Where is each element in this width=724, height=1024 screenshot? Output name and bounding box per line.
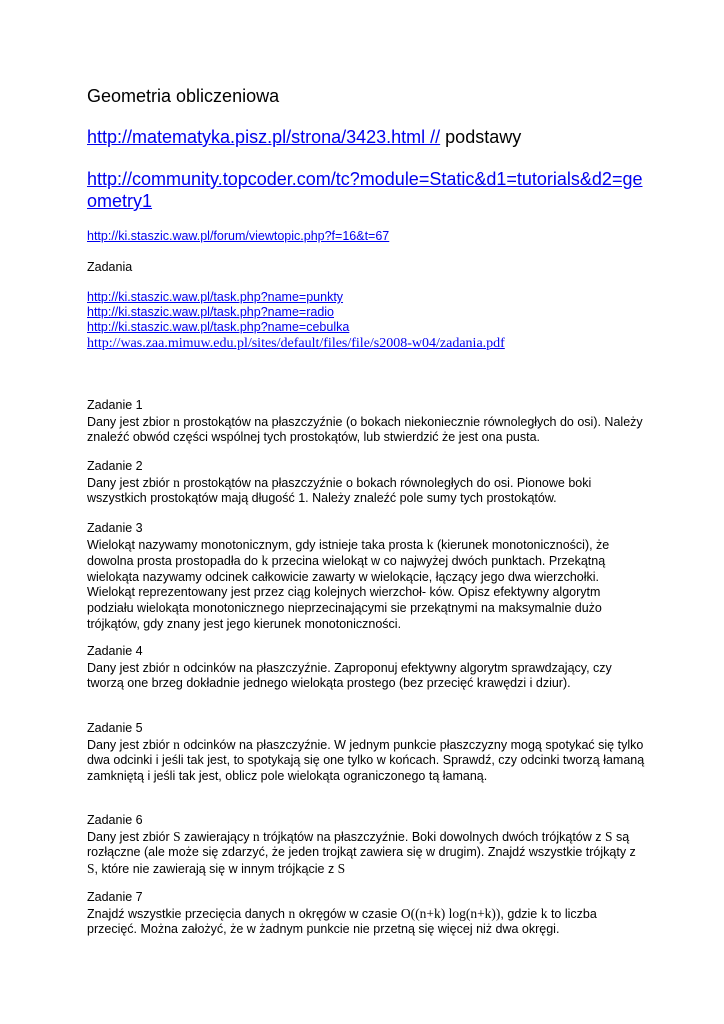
task-link-cebulka[interactable]: http://ki.staszic.waw.pl/task.php?name=cebulka — [87, 320, 350, 334]
podstawy-label: podstawy — [440, 127, 522, 147]
task-heading: Zadanie 7 — [87, 890, 143, 904]
task-5 — [87, 721, 647, 784]
task-text: Dany jest zbiór S zawierający n trójkątów na płaszczyźnie. Boki dowolnych dwóch trójkątów z S są rozłączne (ale może się zdarzyć, że jeden trojkąt zawiera się w drugim). Znajdź wszystkie trójkąty z S, które nie zawierają się w innym trójkącie z S — [87, 828, 636, 876]
task-link-radio[interactable]: http://ki.staszic.waw.pl/task.php?name=radio — [87, 305, 335, 319]
task-links-list — [87, 290, 505, 352]
task-text: Dany jest zbior n prostokątów na płaszczyźnie (o bokach niekoniecznie równoległych do osi). Należy znaleźć obwód części wspólnej tych prostokątów, lub stwierdzić że jest ona pusta. — [87, 413, 643, 445]
task-3 — [87, 521, 647, 632]
document-title: Geometria obliczeniowa — [87, 86, 280, 106]
task-2 — [87, 459, 647, 507]
task-4 — [87, 644, 647, 692]
task-7 — [87, 890, 647, 938]
task-text: Dany jest zbiór n odcinków na płaszczyźnie. W jednym punkcie płaszczyzny mogą spotykać się tylko dwa odcinki i jeśli tak jest, to spotykają się one tylko w końcach. Sprawdź, czy odcinki tworzą łamaną zamkniętą i jeśli tak jest, oblicz pole wielokąta ograniczonego tą łamaną. — [87, 736, 645, 783]
link-line-podstawy — [87, 126, 521, 148]
task-link-zadania-pdf[interactable]: http://was.zaa.mimuw.edu.pl/sites/default/files/file/s2008-w04/zadania.pdf — [87, 336, 505, 351]
task-link-punkty[interactable]: http://ki.staszic.waw.pl/task.php?name=punkty — [87, 290, 344, 304]
forum-link[interactable]: http://ki.staszic.waw.pl/forum/viewtopic.php?f=16&t=67 — [87, 229, 390, 243]
task-text: Dany jest zbiór n odcinków na płaszczyźnie. Zaproponuj efektywny algorytm sprawdzający, czy tworzą one brzeg dokładnie jednego wielokąta prostego (bez przecięć krawędzi i dziur). — [87, 659, 612, 691]
task-heading: Zadanie 5 — [87, 721, 143, 735]
task-1 — [87, 398, 647, 446]
topcoder-link[interactable]: http://community.topcoder.com/tc?module=Static&d1=tutorials&d2=ge ometry1 — [87, 169, 643, 211]
matematyka-link[interactable]: http://matematyka.pisz.pl/strona/3423.html // — [87, 127, 441, 147]
task-6 — [87, 813, 647, 877]
task-text: Znajdź wszystkie przecięcia danych n okręgów w czasie O((n+k) log(n+k)), gdzie k to liczba przecięć. Można założyć, że w żadnym punkcie nie przetną się więcej niż dwa okręgi. — [87, 905, 597, 937]
task-heading: Zadanie 6 — [87, 813, 143, 827]
link-line-topcoder — [87, 168, 647, 212]
task-heading: Zadanie 2 — [87, 459, 143, 473]
zadania-heading: Zadania — [87, 260, 133, 274]
task-heading: Zadanie 1 — [87, 398, 143, 412]
forum-link-line — [87, 229, 389, 244]
task-text: Wielokąt nazywamy monotonicznym, gdy istnieje taka prosta k (kierunek monotoniczności), że dowolna prosta prostopadła do k przecina wielokąt w co najwyżej dwóch punktach. Przekątną wielokąta nazywamy odcinek całkowicie zawarty w wielokącie, łączący jego dwa wierzchołki. Wielokąt reprezentowany jest przez ciąg kolejnych wierzchoł- ków. Opisz efektywny algorytm podziału wielokąta monotonicznego nieprzecinającymi sie przekątnymi na maksymalnie dużo trójkątów, gdy znany jest jego kierunek monotoniczności. — [87, 536, 610, 631]
task-heading: Zadanie 4 — [87, 644, 143, 658]
task-heading: Zadanie 3 — [87, 521, 143, 535]
task-text: Dany jest zbiór n prostokątów na płaszczyźnie o bokach równoległych do osi. Pionowe boki wszystkich prostokątów mają długość 1. Należy znaleźć pole sumy tych prostokątów. — [87, 474, 592, 506]
